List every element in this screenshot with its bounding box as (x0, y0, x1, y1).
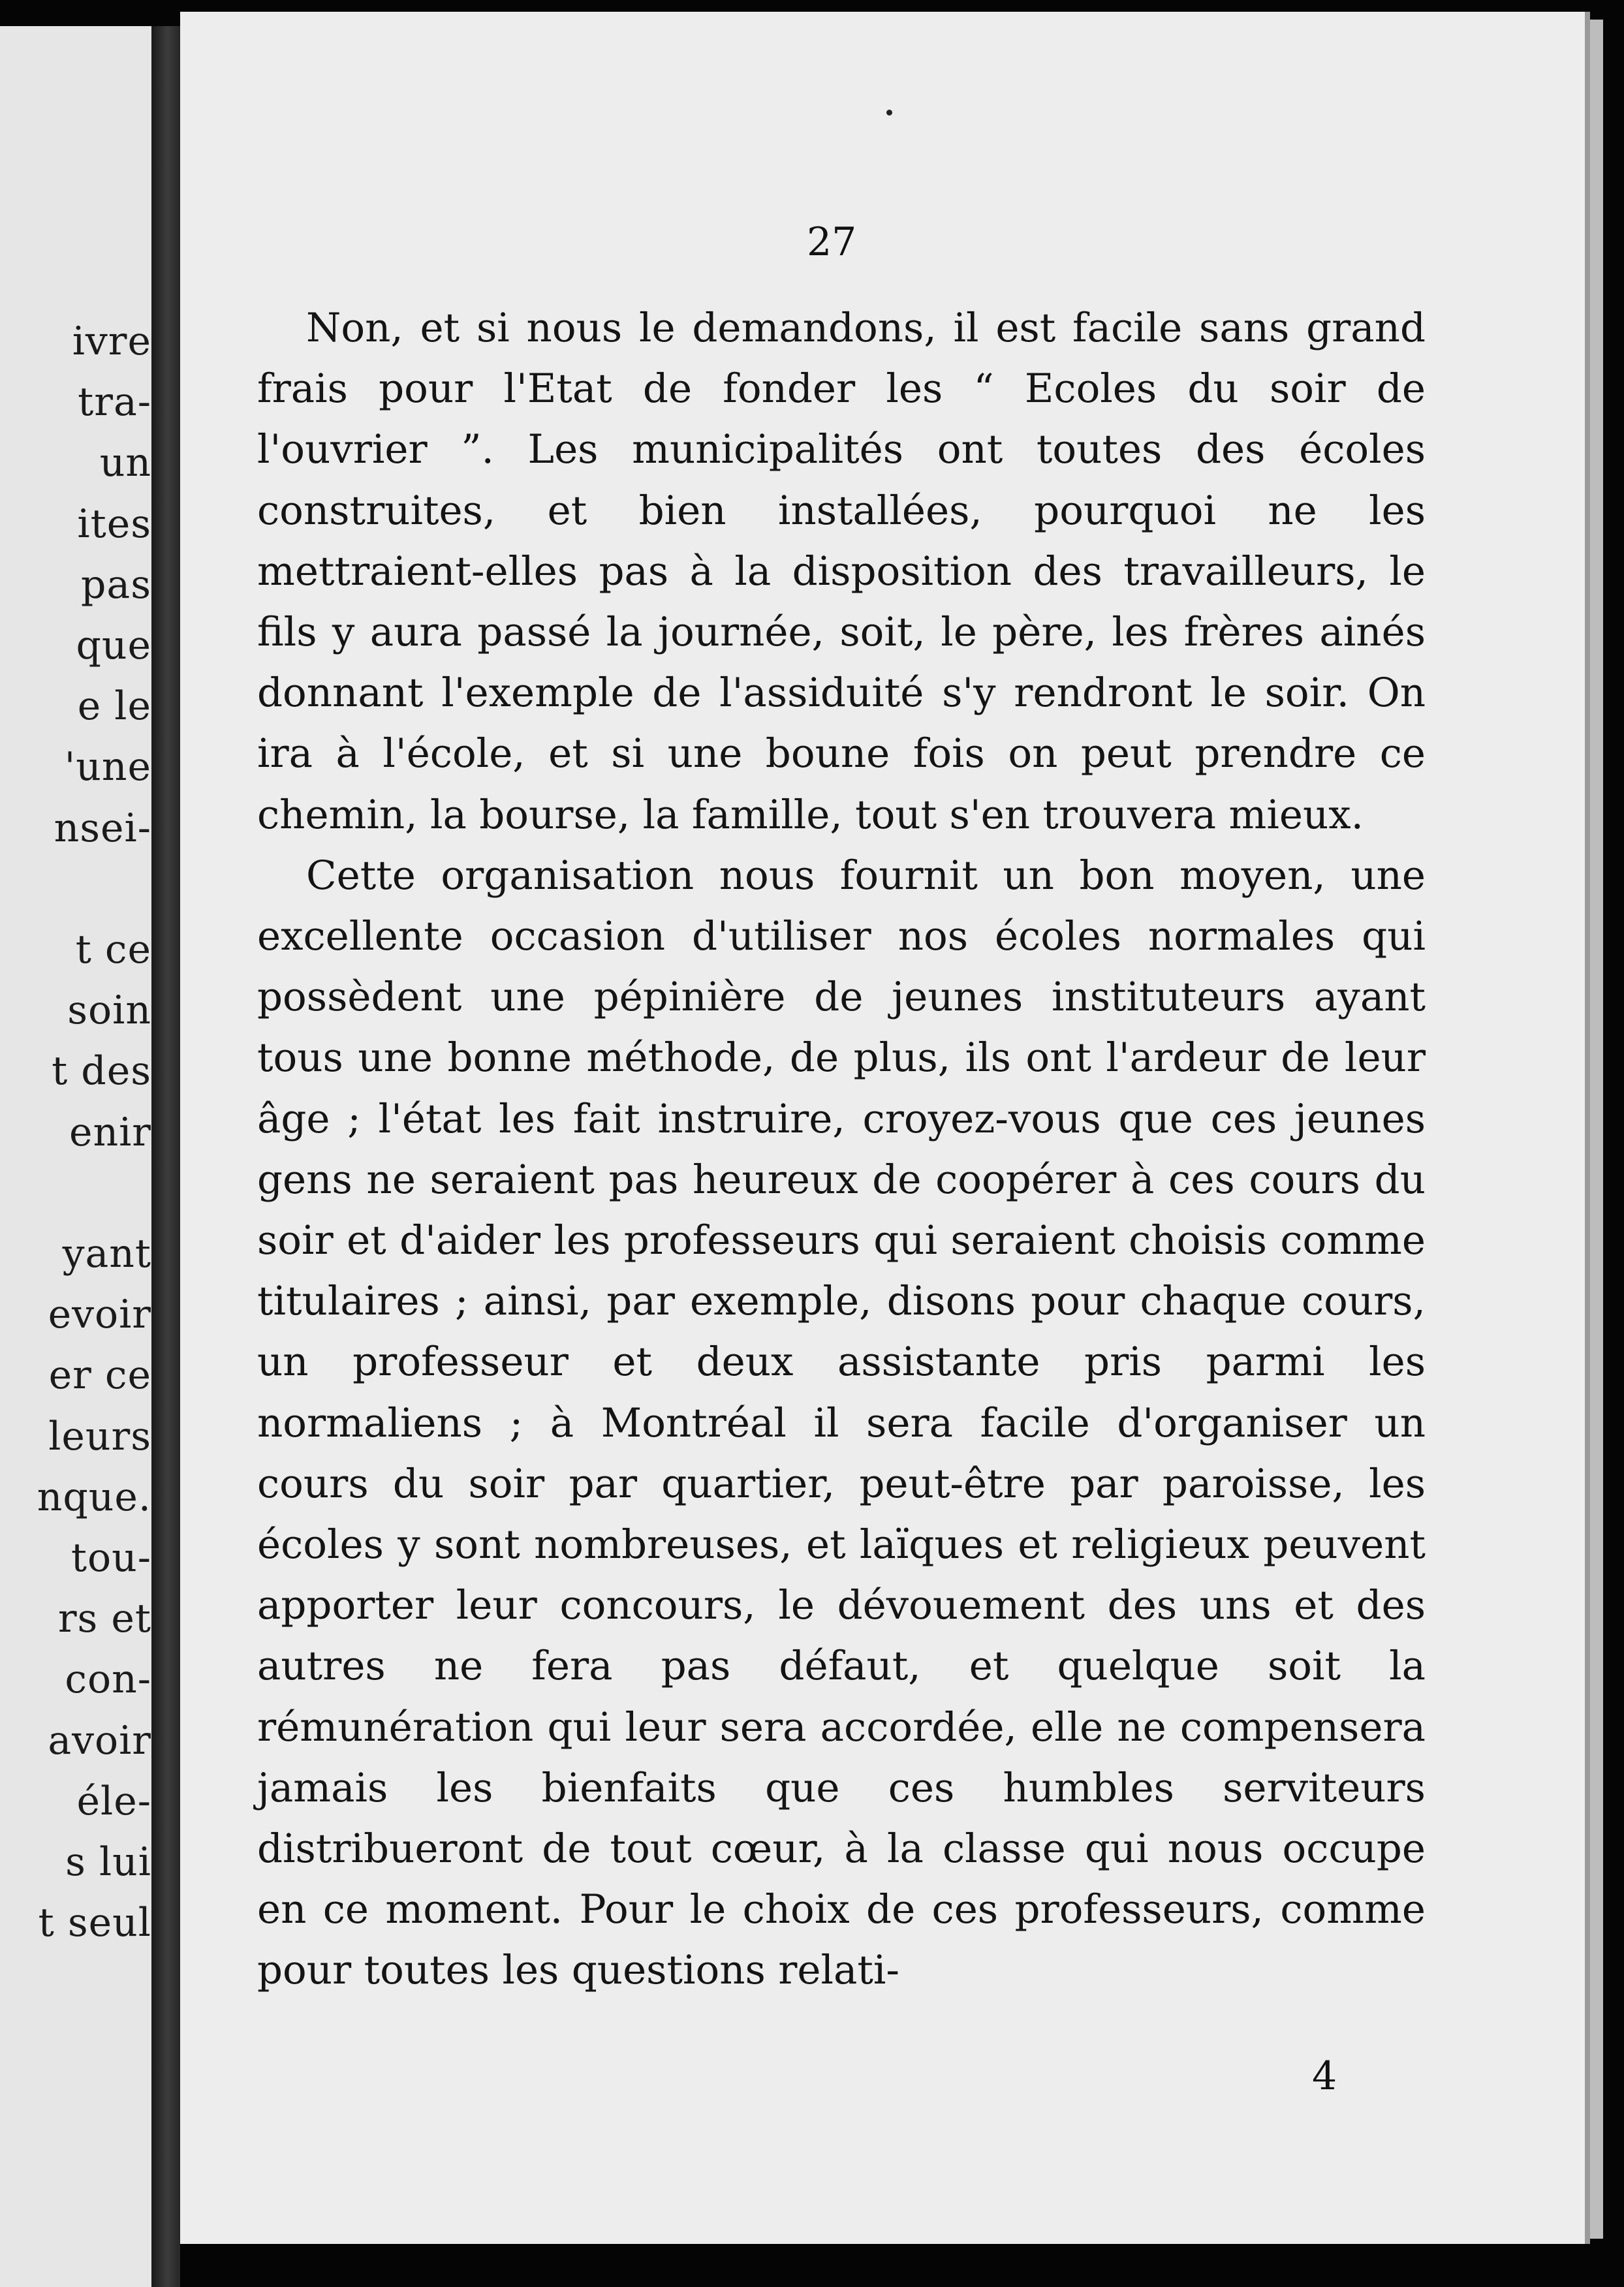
left-page-line: rs et (57, 1596, 151, 1642)
left-page-line: un (99, 440, 151, 486)
page-number: 27 (807, 219, 857, 265)
left-page-line: ites (77, 501, 151, 547)
left-page-line: t des (52, 1048, 151, 1095)
left-page-line: 'une (64, 744, 151, 790)
left-page-line: tra- (78, 379, 151, 426)
left-page-fragment (0, 26, 151, 2287)
left-page-line: con- (65, 1657, 151, 1703)
left-page-line: ivre (72, 319, 151, 364)
paragraph-2: Cette organisation nous fournit un bon moyen, une excellente occasion d'utiliser nos écoles normales qui possèdent une pépinière de jeunes instituteurs ayant tous une bonne méthode, de plus, ils ont l'ardeur de leur âge ; l'état les fait instruire, croyez-vous que ces jeunes gens ne seraient pas heureux de coopérer à ces cours du soir et d'aider les professeurs qui seraient choisis comme titulaires ; ainsi, par exemple, disons pour chaque cours, un professeur et deux assistante pris parmi les normaliens ; à Montréal il sera facile d'organiser un cours du soir par quartier, peut-être par paroisse, les écoles y sont nombreuses, et laïques et religieux peuvent apporter leur concours, le dévouement des uns et des autres ne fera pas défaut, et quelque soit la rémunération qui leur sera accordée, elle ne compensera jamais les bienfaits que ces humbles serviteurs distribueront de tout cœur, à la classe qui nous occupe en ce moment. Pour le choix de ces professeurs, comme pour toutes les questions relati- (257, 852, 1426, 1994)
left-page-line: que (76, 623, 151, 668)
speck-mark (886, 110, 892, 116)
left-page-line: leurs (48, 1413, 151, 1459)
left-page-line: pas (81, 561, 151, 608)
signature-mark: 4 (1312, 2053, 1337, 2099)
left-page-line: t ce (75, 927, 151, 972)
left-page-line: yant (62, 1231, 151, 1277)
left-page-line: e le (77, 683, 151, 730)
left-page-line: tou- (70, 1535, 151, 1581)
page-body (257, 298, 1426, 2001)
left-page-line: t seul (38, 1900, 151, 1946)
left-page-line: éle- (76, 1778, 151, 1824)
left-page-line: er ce (48, 1352, 151, 1399)
left-page-line: evoir (48, 1292, 151, 1338)
left-page-line: nque. (37, 1474, 151, 1520)
binding-gutter (151, 26, 180, 2287)
left-page-line: nsei- (54, 805, 151, 851)
left-page-line: avoir (48, 1717, 151, 1764)
left-page-line: enir (69, 1109, 151, 1155)
paragraph-1: Non, et si nous le demandons, il est facile sans grand frais pour l'Etat de fonder les “ Ecoles du soir de l'ouvrier ”. Les municipalités ont toutes des écoles construites, et bien installées, pourquoi ne les mettraient-elles pas à la disposition des travailleurs, le fils y aura passé la journée, soit, le père, les frères ainés donnant l'exemple de l'assiduité s'y rendront le soir. On ira à l'école, et si une boune fois on peut prendre ce chemin, la bourse, la famille, tout s'en trouvera mieux. (257, 305, 1426, 838)
left-page-line: s lui (65, 1839, 151, 1885)
page-edge (1590, 20, 1603, 2239)
left-page-line: soin (67, 988, 151, 1034)
main-page (180, 12, 1590, 2244)
